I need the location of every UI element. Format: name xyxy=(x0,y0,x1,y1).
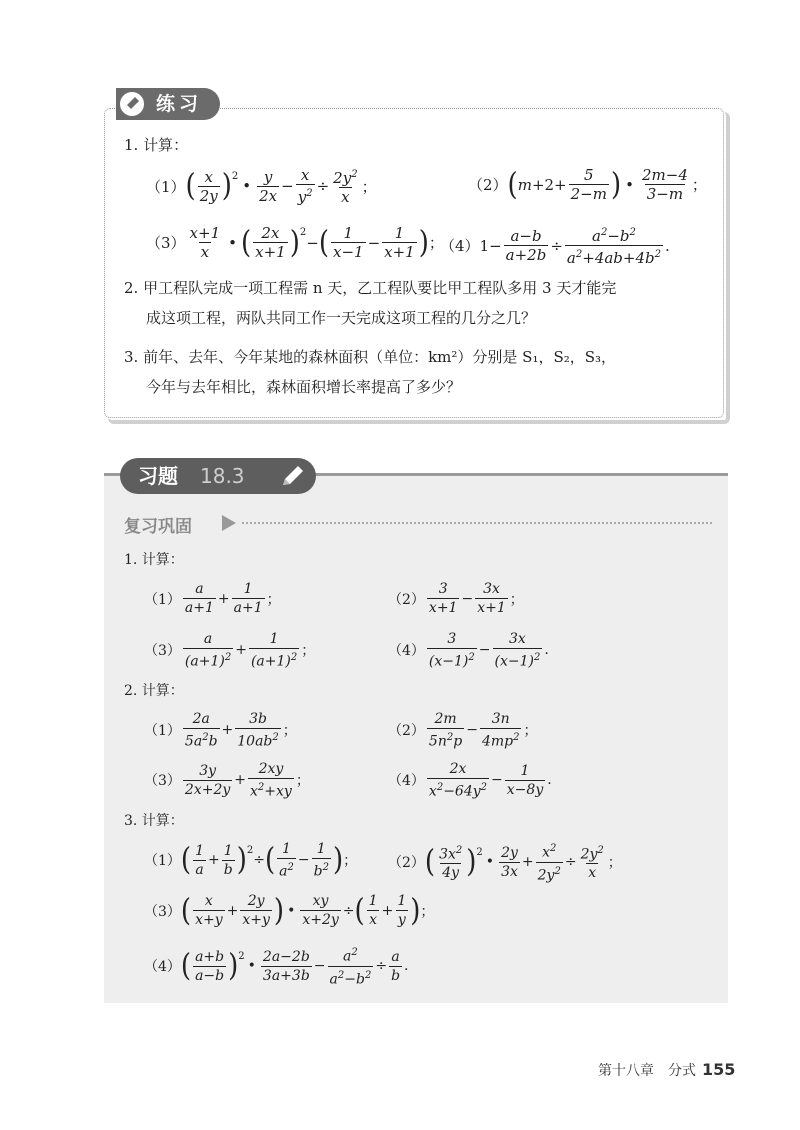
fraction: $\frac{2y^2}{x}$ xyxy=(580,844,604,882)
fraction: $\frac{3x}{x+1}$ xyxy=(477,581,506,616)
paren: ( xyxy=(264,842,276,879)
pencil-badge-icon xyxy=(118,90,146,118)
item-number: （3） xyxy=(146,234,186,252)
item-number: （3） xyxy=(144,773,181,790)
exercise-q1-label: 1. 计算： xyxy=(124,552,184,568)
fraction: $\frac{1}{x}$ xyxy=(368,893,378,928)
practice-q1-4: （4） 1− $\frac{a-b}{a+2b}$ ÷ $\frac{a^2-b^2}{a^2+4ab+4b^2}$ . xyxy=(440,224,670,267)
paren: ) xyxy=(273,892,285,929)
exercise-q1-4: （4） $\frac{3}{(x-1)^2}$ − $\frac{3x}{(x-1)^2}$ . xyxy=(388,631,549,670)
paren: ( xyxy=(354,892,365,929)
fraction: $\frac{3b}{10ab^2}$ xyxy=(237,711,279,750)
dotted-leader xyxy=(242,522,712,524)
fraction: $\frac{3x^2}{4y}$ xyxy=(439,844,463,882)
paren: ( xyxy=(240,224,252,261)
exercise-q2-4: （4） $\frac{2x}{x^2-64y^2}$ − $\frac{1}{x-8y}$ . xyxy=(388,761,552,800)
fraction: $\frac{a^2-b^2}{a^2+4ab+4b^2}$ xyxy=(566,227,661,267)
exercise-q1-2: （2） $\frac{3}{x+1}$ − $\frac{3x}{x+1}$ ； xyxy=(388,581,524,616)
page-number: 155 xyxy=(702,1060,736,1079)
fraction: $\frac{2m-4}{3-m}$ xyxy=(641,166,688,203)
pencil-icon xyxy=(280,464,306,488)
fraction: $\frac{1}{x-1}$ xyxy=(332,224,364,261)
item-number: （2） xyxy=(388,723,425,740)
paren: ( xyxy=(507,166,518,203)
fraction: $\frac{xy}{x+2y}$ xyxy=(302,893,339,928)
fraction: $\frac{a^2}{a^2-b^2}$ xyxy=(329,947,372,988)
paren: ) xyxy=(418,224,429,261)
fraction: $\frac{1}{x+1}$ xyxy=(384,224,415,261)
chapter-label: 第十八章 分式 xyxy=(598,1063,696,1079)
paren: ( xyxy=(180,948,192,985)
item-number: （1） xyxy=(144,723,181,740)
practice-title: 练习 xyxy=(156,93,203,115)
item-number: （2） xyxy=(388,855,425,872)
fraction: $\frac{2xy}{x^2+xy}$ xyxy=(250,761,292,800)
fraction: $\frac{x+1}{x}$ xyxy=(189,224,221,261)
exercise-q2-1: （1） $\frac{2a}{5a^2b}$ + $\frac{3b}{10ab^2}$ ； xyxy=(144,711,297,750)
exercise-q3-label: 3. 计算： xyxy=(124,813,184,829)
item-number: （4） xyxy=(388,643,425,660)
fraction: $\frac{a}{b}$ xyxy=(391,948,401,984)
section-heading: 复习巩固 xyxy=(124,517,192,537)
exercise-q2-3: （3） $\frac{3y}{2x+2y}$ + $\frac{2xy}{x^2+xy}$ ； xyxy=(144,761,310,800)
paren: ( xyxy=(185,168,196,204)
exercise-q3-1: （1） ( $\frac{1}{a}$ + $\frac{1}{b}$ ) 2 ÷ ( $\frac{1}{a^2}$ − $\frac{1}{b^2}$ ) ； xyxy=(144,841,358,880)
fraction: $\frac{5}{2-m}$ xyxy=(570,166,607,203)
fraction: $\frac{2y}{x+y}$ xyxy=(242,893,270,928)
fraction: $\frac{x}{y^2}$ xyxy=(297,166,313,206)
paren: ) xyxy=(236,842,247,879)
fraction: $\frac{1}{b}$ xyxy=(223,842,233,878)
item-number: （2） xyxy=(388,591,425,608)
fraction: $\frac{3x}{(x-1)^2}$ xyxy=(494,631,541,670)
paren: ) xyxy=(410,892,421,929)
exercise-tab xyxy=(120,458,316,494)
fraction: $\frac{1}{x-8y}$ xyxy=(506,762,544,798)
fraction: $\frac{2y}{3x}$ xyxy=(501,844,518,880)
fraction: $\frac{x^2}{2y^2}$ xyxy=(537,843,561,884)
item-number: （4） xyxy=(144,959,181,976)
paren: ) xyxy=(332,842,344,879)
paren: ( xyxy=(180,842,192,879)
fraction: $\frac{1}{a}$ xyxy=(195,842,204,878)
exercise-q1-1: （1） $\frac{a}{a+1}$ + $\frac{1}{a+1}$ ； xyxy=(144,581,281,616)
fraction: $\frac{2x}{x+1}$ xyxy=(255,224,286,261)
item-number: （1） xyxy=(144,853,181,870)
fraction: $\frac{1}{b^2}$ xyxy=(313,841,329,880)
item-number: （3） xyxy=(144,643,181,660)
exercise-title: 习题 xyxy=(138,464,178,488)
item-number: （2） xyxy=(468,176,508,194)
paren: ) xyxy=(289,224,300,261)
practice-tab xyxy=(116,88,220,120)
practice-q3-line1: 3. 前年、去年、今年某地的森林面积（单位：km²）分别是 S₁，S₂，S₃， xyxy=(124,348,617,366)
page-footer xyxy=(598,1060,735,1080)
item-number: （1） xyxy=(146,177,186,196)
fraction: $\frac{2m}{5n^2p}$ xyxy=(428,711,463,750)
paren: ( xyxy=(180,892,192,929)
fraction: $\frac{y}{2x}$ xyxy=(259,167,278,205)
exercise-number: 18.3 xyxy=(200,464,245,488)
paren: ( xyxy=(424,844,436,881)
practice-q3-line2: 今年与去年相比，森林面积增长率提高了多少？ xyxy=(146,378,462,396)
practice-q1-3: （3） $\frac{x+1}{x}$ • ( $\frac{2x}{x+1}$ ) 2 − ( $\frac{1}{x-1}$ − $\frac{1}{x+1}$ ) ； xyxy=(146,224,444,261)
practice-q1-1: （1） ( $\frac{x}{2y}$ ) 2 • $\frac{y}{2x}$ − $\frac{x}{y^2}$ ÷ $\frac{2y^2}{x}$ ； xyxy=(146,166,377,206)
fraction: $\frac{a-b}{a+2b}$ xyxy=(505,227,547,264)
exercise-q3-3: （3） ( $\frac{x}{x+y}$ + $\frac{2y}{x+y}$ ) • $\frac{xy}{x+2y}$ ÷ ( $\frac{1}{x}$ + $\frac{1}{y}$ ) ； xyxy=(144,892,435,929)
paren: ) xyxy=(221,168,232,204)
fraction: $\frac{3}{(x-1)^2}$ xyxy=(428,631,475,670)
paren: ) xyxy=(228,948,239,985)
fraction: $\frac{3y}{2x+2y}$ xyxy=(184,762,231,798)
item-number: （4） xyxy=(440,237,480,255)
exercise-q3-2: （2） ( $\frac{3x^2}{4y}$ ) 2 • $\frac{2y}{3x}$ + $\frac{x^2}{2y^2}$ ÷ $\frac{2y^2}{x}$ ； xyxy=(388,840,622,884)
item-number: （4） xyxy=(388,773,425,790)
item-number: （1） xyxy=(144,591,181,608)
exercise-q3-4: （4） ( $\frac{a+b}{a-b}$ ) 2 • $\frac{2a-2b}{3a+3b}$ − $\frac{a^2}{a^2-b^2}$ ÷ $\frac{a}{b}$ . xyxy=(144,944,408,988)
exercise-q2-2: （2） $\frac{2m}{5n^2p}$ − $\frac{3n}{4mp^2}$ ； xyxy=(388,711,538,750)
paren: ) xyxy=(466,844,477,881)
arrow-right-icon xyxy=(222,515,236,531)
practice-q1-label: 1. 计算： xyxy=(124,136,189,154)
fraction: $\frac{3n}{4mp^2}$ xyxy=(481,711,520,750)
fraction: $\frac{1}{y}$ xyxy=(397,893,407,928)
fraction: $\frac{3}{x+1}$ xyxy=(428,581,458,616)
fraction: $\frac{x}{x+y}$ xyxy=(195,893,223,928)
paren: ( xyxy=(318,224,329,261)
fraction: $\frac{a}{(a+1)^2}$ xyxy=(184,631,232,670)
fraction: $\frac{x}{2y}$ xyxy=(199,167,218,205)
fraction: $\frac{2x}{x^2-64y^2}$ xyxy=(428,761,488,800)
practice-q1-2: （2） ( m +2+ $\frac{5}{2-m}$ ) • $\frac{2m-4}{3-m}$ ； xyxy=(468,166,707,203)
fraction: $\frac{1}{(a+1)^2}$ xyxy=(250,631,298,670)
exercise-q2-label: 2. 计算： xyxy=(124,683,184,699)
fraction: $\frac{2a}{5a^2b}$ xyxy=(184,711,218,750)
fraction: $\frac{2a-2b}{3a+3b}$ xyxy=(262,948,310,984)
fraction: $\frac{1}{a+1}$ xyxy=(233,581,263,616)
paren: ) xyxy=(610,166,622,203)
practice-q2-line1: 2. 甲工程队完成一项工程需 n 天，乙工程队要比甲工程队多用 3 天才能完 xyxy=(124,279,617,297)
item-number: （3） xyxy=(144,903,181,920)
fraction: $\frac{2y^2}{x}$ xyxy=(333,169,358,206)
fraction: $\frac{1}{a^2}$ xyxy=(279,841,294,880)
practice-q2-line2: 成这项工程，两队共同工作一天完成这项工程的几分之几？ xyxy=(146,309,537,327)
fraction: $\frac{a+b}{a-b}$ xyxy=(195,948,225,984)
exercise-q1-3: （3） $\frac{a}{(a+1)^2}$ + $\frac{1}{(a+1)^2}$ ； xyxy=(144,631,316,670)
fraction: $\frac{a}{a+1}$ xyxy=(184,581,214,616)
